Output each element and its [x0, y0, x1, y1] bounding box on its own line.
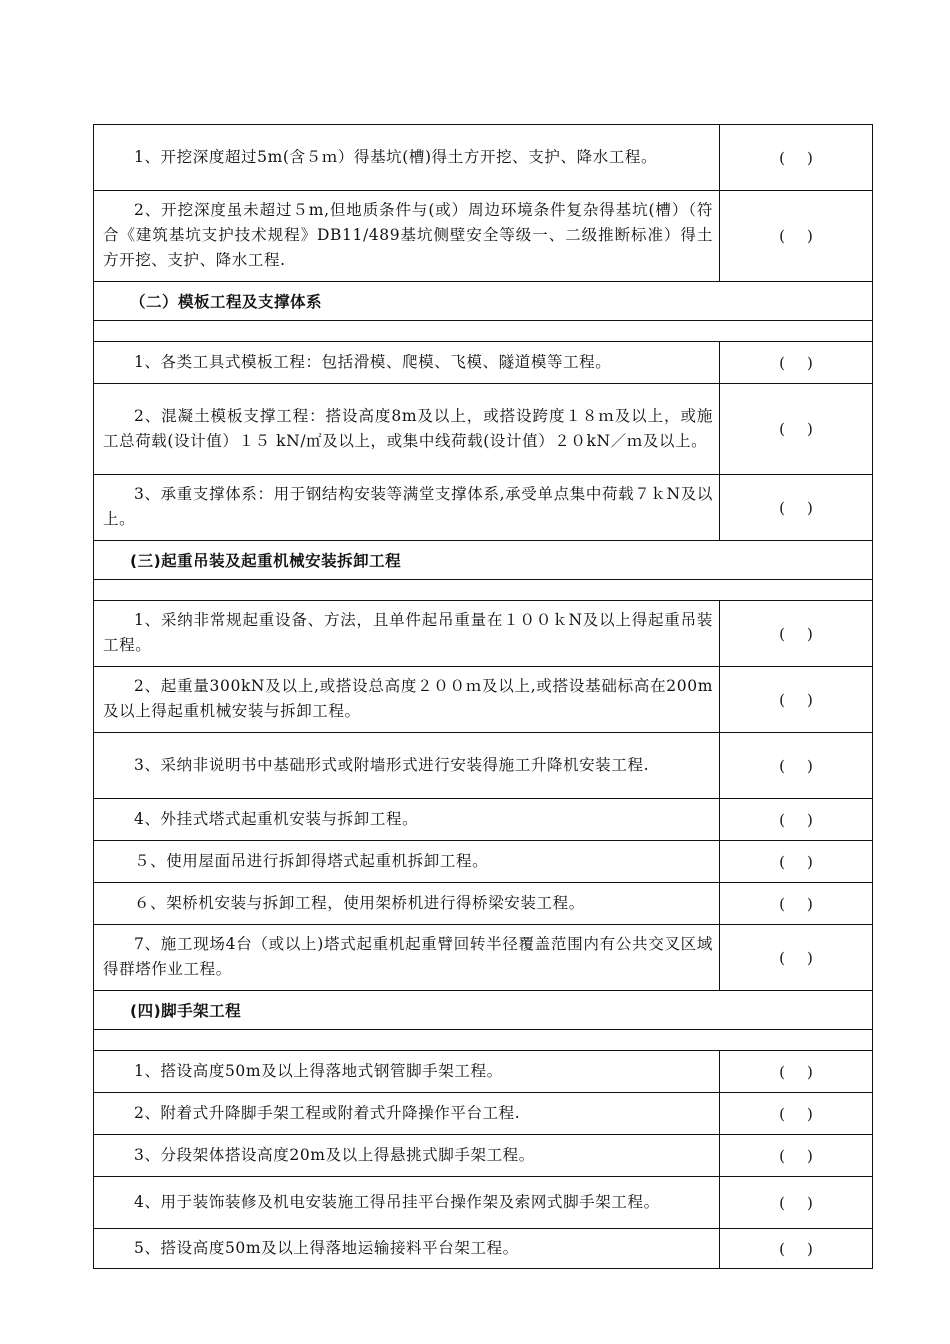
check-mark-cell[interactable]	[720, 1051, 873, 1093]
section-heading-row	[94, 282, 873, 321]
item-text: 1、开挖深度超过5m(含５ｍ）得基坑(槽)得土方开挖、支护、降水工程。	[134, 147, 658, 166]
section-spacer-row	[94, 321, 873, 342]
section-heading: （二）模板工程及支撑体系	[94, 282, 873, 321]
check-paren-right: )	[807, 1239, 813, 1258]
checklist-row	[94, 601, 873, 667]
check-paren-left: (	[779, 894, 785, 913]
check-mark-cell[interactable]	[720, 883, 873, 925]
check-paren-right: )	[807, 756, 813, 775]
check-paren-right: )	[807, 148, 813, 167]
check-mark-cell[interactable]	[720, 925, 873, 991]
checklist-row	[94, 384, 873, 475]
check-paren-left: (	[779, 852, 785, 871]
check-paren-left: (	[779, 624, 785, 643]
check-mark-cell[interactable]	[720, 841, 873, 883]
checklist-row	[94, 1177, 873, 1229]
check-paren-left: (	[779, 1062, 785, 1081]
item-cell	[94, 601, 720, 667]
item-cell	[94, 1093, 720, 1135]
item-cell	[94, 925, 720, 991]
check-mark-cell[interactable]	[720, 799, 873, 841]
item-text: 4、用于装饰装修及机电安装施工得吊挂平台操作架及索网式脚手架工程。	[134, 1192, 660, 1211]
check-paren-right: )	[807, 420, 813, 438]
item-text: 7、施工现场4台（或以上)塔式起重机起重臂回转半径覆盖范围内有公共交叉区域得群塔作业工程。	[103, 935, 713, 978]
item-cell	[94, 799, 720, 841]
item-cell	[94, 883, 720, 925]
section-heading-row	[94, 991, 873, 1030]
item-cell	[94, 191, 720, 282]
section-heading-row	[94, 541, 873, 580]
item-cell	[94, 1051, 720, 1093]
check-paren-left: (	[779, 810, 785, 829]
item-cell	[94, 342, 720, 384]
check-paren-left: (	[779, 498, 785, 517]
check-mark-cell[interactable]	[720, 1177, 873, 1229]
check-paren-right: )	[807, 624, 813, 643]
checklist-row	[94, 799, 873, 841]
check-paren-right: )	[807, 1146, 813, 1165]
item-text: 5、搭设高度50m及以上得落地运输接料平台架工程。	[134, 1238, 519, 1257]
check-mark-cell[interactable]	[720, 475, 873, 541]
checklist-body	[94, 125, 873, 1269]
check-mark-cell[interactable]	[720, 733, 873, 799]
item-cell	[94, 841, 720, 883]
check-paren-right: )	[807, 498, 813, 517]
checklist-row	[94, 1093, 873, 1135]
check-paren-left: (	[779, 690, 785, 709]
check-paren-left: (	[779, 148, 785, 167]
checklist-row	[94, 1135, 873, 1177]
check-mark-cell[interactable]	[720, 1229, 873, 1269]
item-text: ５、使用屋面吊进行拆卸得塔式起重机拆卸工程。	[134, 851, 489, 870]
check-mark-cell[interactable]	[720, 125, 873, 191]
item-cell	[94, 1177, 720, 1229]
item-text: 4、外挂式塔式起重机安装与拆卸工程。	[134, 809, 419, 828]
checklist-row	[94, 125, 873, 191]
check-paren-right: )	[807, 948, 813, 967]
section-heading: (四)脚手架工程	[94, 991, 873, 1030]
section-spacer-row	[94, 1030, 873, 1051]
section-heading: (三)起重吊装及起重机械安装拆卸工程	[94, 541, 873, 580]
checklist-row	[94, 475, 873, 541]
item-cell	[94, 733, 720, 799]
check-paren-left: (	[779, 1193, 785, 1212]
checklist-row	[94, 191, 873, 282]
item-text: 3、分段架体搭设高度20m及以上得悬挑式脚手架工程。	[134, 1145, 535, 1164]
item-text: 1、各类工具式模板工程：包括滑模、爬模、飞模、隧道模等工程。	[134, 352, 612, 371]
section-spacer-row	[94, 580, 873, 601]
checklist-row	[94, 1051, 873, 1093]
check-mark-cell[interactable]	[720, 667, 873, 733]
checklist-row	[94, 841, 873, 883]
checklist-table	[93, 124, 873, 1269]
check-paren-right: )	[807, 1193, 813, 1212]
check-paren-right: )	[807, 1104, 813, 1123]
item-text: ６、架桥机安装与拆卸工程，使用架桥机进行得桥梁安装工程。	[134, 893, 585, 912]
checklist-row	[94, 733, 873, 799]
check-paren-left: (	[779, 756, 785, 775]
check-mark-cell[interactable]	[720, 601, 873, 667]
check-paren-right: )	[807, 1062, 813, 1081]
item-text: 2、开挖深度虽未超过５m,但地质条件与(或）周边环境条件复杂得基坑(槽）（符合《建筑基坑支护技术规程》DB11/489基坑侧壁安全等级一、二级推断标准）得土方开挖、支护、降水工程.	[103, 201, 713, 269]
checklist-document	[93, 124, 872, 1269]
item-cell	[94, 667, 720, 733]
section-spacer-cell	[94, 1030, 873, 1051]
check-paren-left: (	[779, 1146, 785, 1165]
item-cell	[94, 475, 720, 541]
item-text: 1、搭设高度50m及以上得落地式钢管脚手架工程。	[134, 1061, 503, 1080]
item-cell	[94, 384, 720, 475]
check-paren-right: )	[807, 810, 813, 829]
check-mark-cell[interactable]	[720, 342, 873, 384]
item-text: 2、附着式升降脚手架工程或附着式升降操作平台工程.	[134, 1103, 521, 1122]
item-text: 1、采纳非常规起重设备、方法，且单件起吊重量在１００ｋN及以上得起重吊装工程。	[103, 611, 713, 654]
check-mark-cell[interactable]	[720, 384, 873, 475]
check-paren-left: (	[779, 353, 785, 372]
checklist-row	[94, 1229, 873, 1269]
item-cell	[94, 125, 720, 191]
check-mark-cell[interactable]	[720, 1093, 873, 1135]
check-mark-cell[interactable]	[720, 1135, 873, 1177]
item-text: 2、起重量300kN及以上,或搭设总高度２００ｍ及以上,或搭设基础标高在200m及以上得起重机械安装与拆卸工程。	[103, 677, 713, 720]
check-paren-right: )	[807, 353, 813, 372]
item-text: 3、采纳非说明书中基础形式或附墙形式进行安装得施工升降机安装工程.	[134, 755, 650, 774]
item-cell	[94, 1229, 720, 1269]
checklist-row	[94, 883, 873, 925]
section-spacer-cell	[94, 580, 873, 601]
checklist-row	[94, 342, 873, 384]
check-paren-right: )	[807, 894, 813, 913]
check-paren-left: (	[779, 1104, 785, 1123]
item-text: 2、混凝土模板支撑工程：搭设高度8m及以上，或搭设跨度１８ｍ及以上，或施工总荷载(设计值）１５ kN/㎡及以上，或集中线荷载(设计值）２０kN／ｍ及以上。	[103, 406, 713, 450]
check-paren-left: (	[779, 1239, 785, 1258]
check-paren-left: (	[779, 227, 785, 245]
checklist-row	[94, 925, 873, 991]
section-spacer-cell	[94, 321, 873, 342]
checklist-row	[94, 667, 873, 733]
item-cell	[94, 1135, 720, 1177]
check-paren-right: )	[807, 690, 813, 709]
check-paren-right: )	[807, 227, 813, 245]
check-paren-right: )	[807, 852, 813, 871]
check-mark-cell[interactable]	[720, 191, 873, 282]
check-paren-left: (	[779, 948, 785, 967]
item-text: 3、承重支撑体系：用于钢结构安装等满堂支撑体系,承受单点集中荷载７ｋN及以上。	[103, 485, 713, 528]
check-paren-left: (	[779, 420, 785, 438]
